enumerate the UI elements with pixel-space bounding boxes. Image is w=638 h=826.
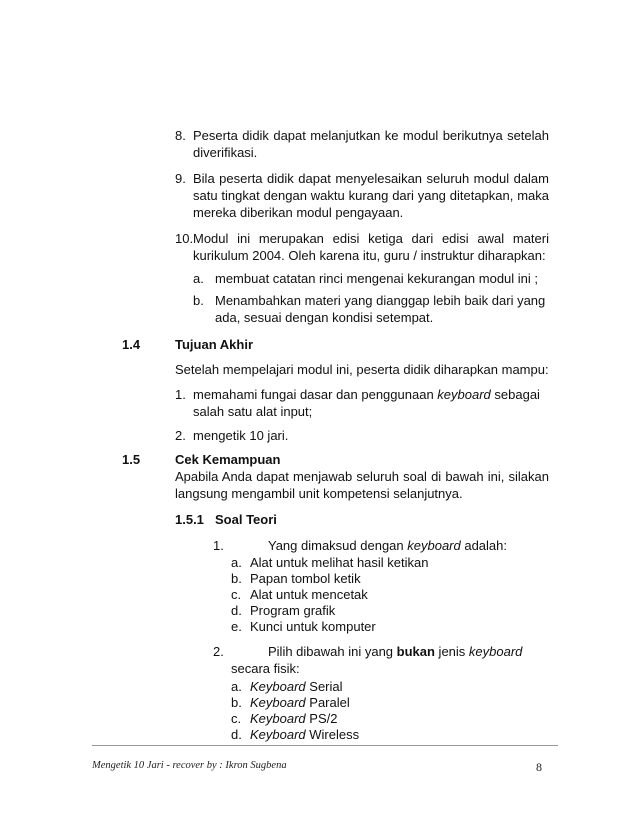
option-letter: b. [231, 695, 242, 710]
option-letter: c. [231, 711, 242, 726]
sublist-item-text: membuat catatan rinci mengenai kekurangan modul ini ; [215, 271, 539, 286]
list-item-text: kurikulum 2004. Oleh karena itu, guru / instruktur diharapkan: [193, 248, 546, 263]
section-title: Tujuan Akhir [175, 337, 253, 352]
list-number: 9. [175, 171, 186, 186]
list-number: 10. [175, 231, 194, 246]
question-number: 1. [213, 538, 224, 553]
sublist-letter: b. [193, 293, 204, 308]
list-item-text: salah satu alat input; [193, 404, 313, 419]
list-item-text: Modul ini merupakan edisi ketiga dari edisi awal materi [193, 231, 549, 246]
section-intro: Setelah mempelajari modul ini, peserta didik diharapkan mampu: [175, 362, 549, 377]
keyword-italic: keyboard [437, 387, 491, 402]
option-text: Program grafik [250, 603, 336, 618]
question-text: secara fisik: [231, 661, 300, 676]
list-item-text: diverifikasi. [193, 145, 258, 160]
option-text: Keyboard Serial [250, 679, 343, 694]
section-number: 1.4 [122, 337, 141, 352]
option-letter: d. [231, 727, 242, 742]
sublist-item-text: Menambahkan materi yang dianggap lebih baik dari yang [215, 293, 546, 308]
question-number: 2. [213, 644, 224, 659]
option-letter: e. [231, 619, 242, 634]
list-item-text: Peserta didik dapat melanjutkan ke modul berikutnya setelah [193, 128, 549, 143]
section-paragraph: langsung mengambil unit kompetensi selanjutnya. [175, 486, 463, 501]
question-text: Yang dimaksud dengan keyboard adalah: [268, 538, 507, 553]
option-letter: d. [231, 603, 242, 618]
list-number: 1. [175, 387, 186, 402]
option-letter: a. [231, 679, 242, 694]
list-item-text: memahami fungai dasar dan penggunaan keyboard sebagai [193, 387, 540, 402]
list-item-text: mengetik 10 jari. [193, 428, 289, 443]
option-text: Papan tombol ketik [250, 571, 361, 586]
sublist-item-text: ada, sesuai dengan kondisi setempat. [215, 310, 434, 325]
list-number: 8. [175, 128, 186, 143]
page-number: 8 [536, 760, 542, 774]
keyword-italic: keyboard [407, 538, 461, 553]
option-text: Kunci untuk komputer [250, 619, 376, 634]
keyword-italic: keyboard [468, 644, 523, 659]
option-letter: a. [231, 555, 242, 570]
option-text: Keyboard Wireless [250, 727, 360, 742]
list-number: 2. [175, 428, 186, 443]
section-number: 1.5 [122, 452, 141, 467]
keyword-bold: bukan [396, 644, 435, 659]
question-text: Pilih dibawah ini yang bukan jenis keyboard [268, 644, 523, 659]
section-title: Cek Kemampuan [175, 452, 281, 467]
subsection-title: Soal Teori [215, 512, 277, 527]
footer-text: Mengetik 10 Jari - recover by : Ikron Sugbena [92, 760, 287, 771]
option-text: Keyboard Paralel [250, 695, 350, 710]
option-letter: b. [231, 571, 242, 586]
list-item-text: Bila peserta didik dapat menyelesaikan seluruh modul dalam [193, 171, 549, 186]
list-item-text: satu tingkat dengan waktu kurang dari yang ditetapkan, maka [193, 188, 549, 203]
list-item-text: mereka diberikan modul pengayaan. [193, 205, 404, 220]
option-letter: c. [231, 587, 242, 602]
sublist-letter: a. [193, 271, 204, 286]
option-text: Alat untuk mencetak [250, 587, 368, 602]
option-text: Alat untuk melihat hasil ketikan [250, 555, 429, 570]
section-paragraph: Apabila Anda dapat menjawab seluruh soal di bawah ini, silakan [175, 469, 549, 484]
footer-divider [92, 745, 558, 746]
option-text: Keyboard PS/2 [250, 711, 338, 726]
subsection-number: 1.5.1 [175, 512, 204, 527]
